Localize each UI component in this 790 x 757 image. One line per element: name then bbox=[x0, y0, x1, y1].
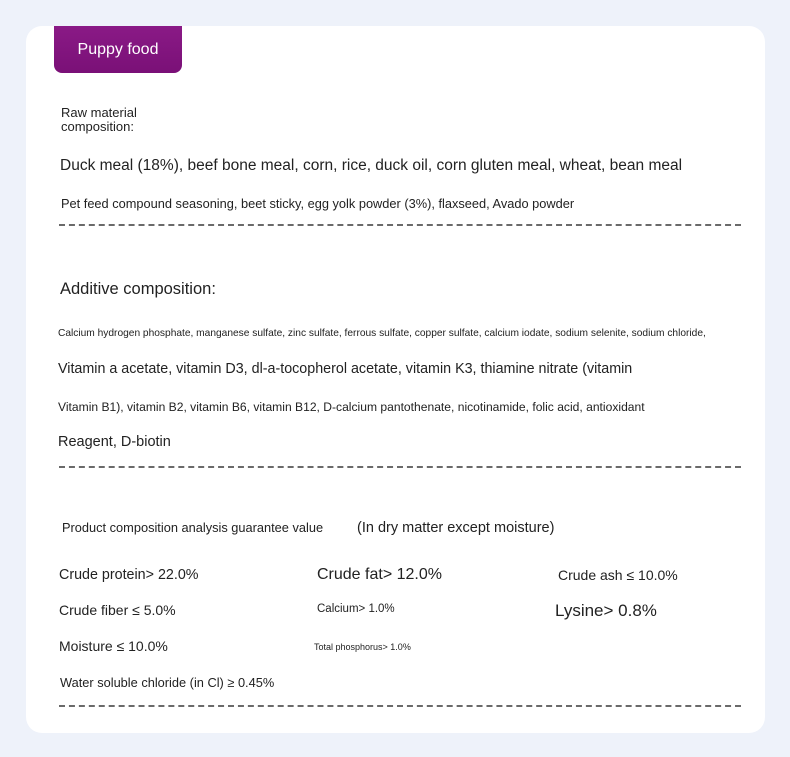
analysis-heading: Product composition analysis guarantee value bbox=[62, 520, 324, 535]
additive-line-1: Calcium hydrogen phosphate, manganese sulfate, zinc sulfate, ferrous sulfate, copper sulfate, calcium iodate, sodium selenite, sodium chloride, bbox=[58, 328, 706, 339]
additive-line-3: Vitamin B1), vitamin B2, vitamin B6, vitamin B12, D-calcium pantothenate, nicotinamide, folic acid, antioxidant bbox=[58, 400, 645, 414]
lysine-value: Lysine> 0.8% bbox=[555, 601, 657, 620]
additive-line-4: Reagent, D-biotin bbox=[58, 434, 171, 450]
tab-puppy-food[interactable]: Puppy food bbox=[54, 26, 182, 73]
total-phosphorus-value: Total phosphorus> 1.0% bbox=[314, 642, 411, 652]
section-divider bbox=[59, 705, 741, 707]
crude-fat-value: Crude fat> 12.0% bbox=[317, 566, 442, 583]
raw-heading-line2: composition: bbox=[61, 119, 134, 134]
crude-fiber-value: Crude fiber ≤ 5.0% bbox=[59, 602, 176, 618]
analysis-note: (In dry matter except moisture) bbox=[357, 520, 555, 536]
additive-line-2: Vitamin a acetate, vitamin D3, dl-a-tocopherol acetate, vitamin K3, thiamine nitrate (vitamin bbox=[58, 361, 633, 377]
section-divider bbox=[59, 224, 741, 226]
calcium-value: Calcium> 1.0% bbox=[317, 603, 395, 615]
crude-ash-value: Crude ash ≤ 10.0% bbox=[558, 567, 678, 583]
raw-line-2: Pet feed compound seasoning, beet sticky, egg yolk powder (3%), flaxseed, Avado powder bbox=[61, 196, 575, 211]
raw-line-1: Duck meal (18%), beef bone meal, corn, rice, duck oil, corn gluten meal, wheat, bean meal bbox=[60, 157, 683, 174]
chloride-value: Water soluble chloride (in Cl) ≥ 0.45% bbox=[60, 675, 275, 690]
moisture-value: Moisture ≤ 10.0% bbox=[59, 638, 168, 654]
additive-heading: Additive composition: bbox=[60, 280, 216, 298]
section-divider bbox=[59, 466, 741, 468]
raw-heading-line1: Raw material bbox=[61, 105, 137, 120]
crude-protein-value: Crude protein> 22.0% bbox=[59, 567, 199, 583]
content-card bbox=[26, 26, 765, 733]
